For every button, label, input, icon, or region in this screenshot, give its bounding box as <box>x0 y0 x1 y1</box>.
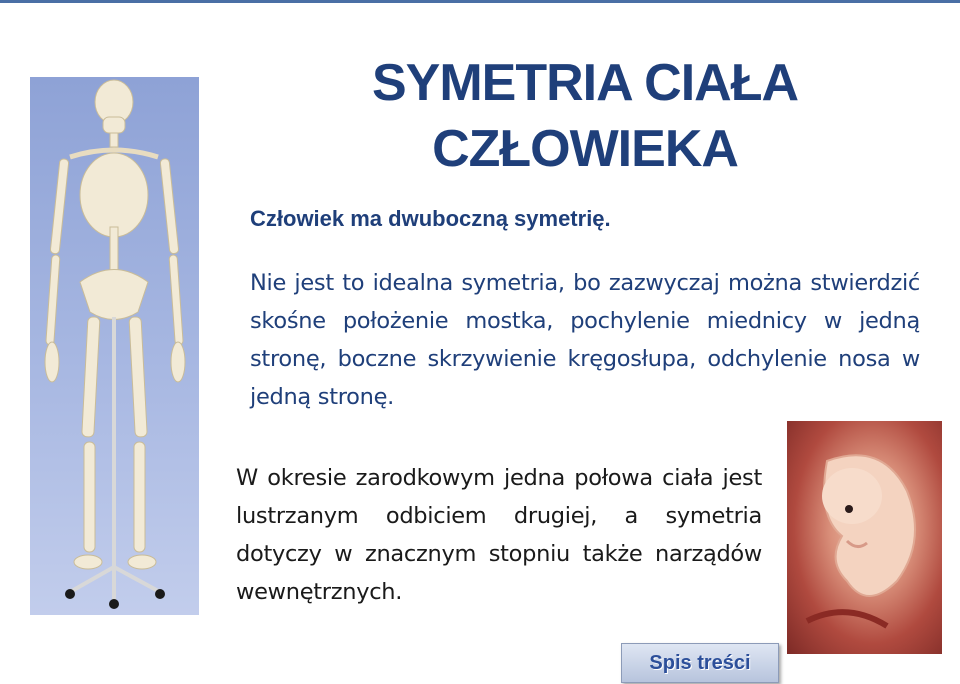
paragraph-embryonic-symmetry: W okresie zarodkowym jedna połowa ciała jest lustrzanym odbiciem drugiej, a symetria dotyczy w znacznym stopniu także narządów wewnętrznych. <box>236 465 762 605</box>
subtitle: Człowiek ma dwuboczną symetrię. <box>250 206 611 231</box>
table-of-contents-label: Spis treści <box>649 651 751 674</box>
page-title <box>300 50 870 182</box>
table-of-contents-button[interactable] <box>621 643 779 683</box>
paragraph-symmetry-imperfection: Nie jest to idealna symetria, bo zazwyczaj można stwierdzić skośne położenie mostka, pochylenie miednicy w jedną stronę, boczne skrzywienie kręgosłupa, odchylenie nosa w jedną stronę. <box>250 270 920 410</box>
title-line-2: CZŁOWIEKA <box>432 120 738 178</box>
skeleton-image <box>30 77 199 615</box>
top-accent-rule <box>0 0 960 3</box>
title-line-1: SYMETRIA CIAŁA <box>371 54 799 112</box>
embryo-image <box>787 421 942 654</box>
